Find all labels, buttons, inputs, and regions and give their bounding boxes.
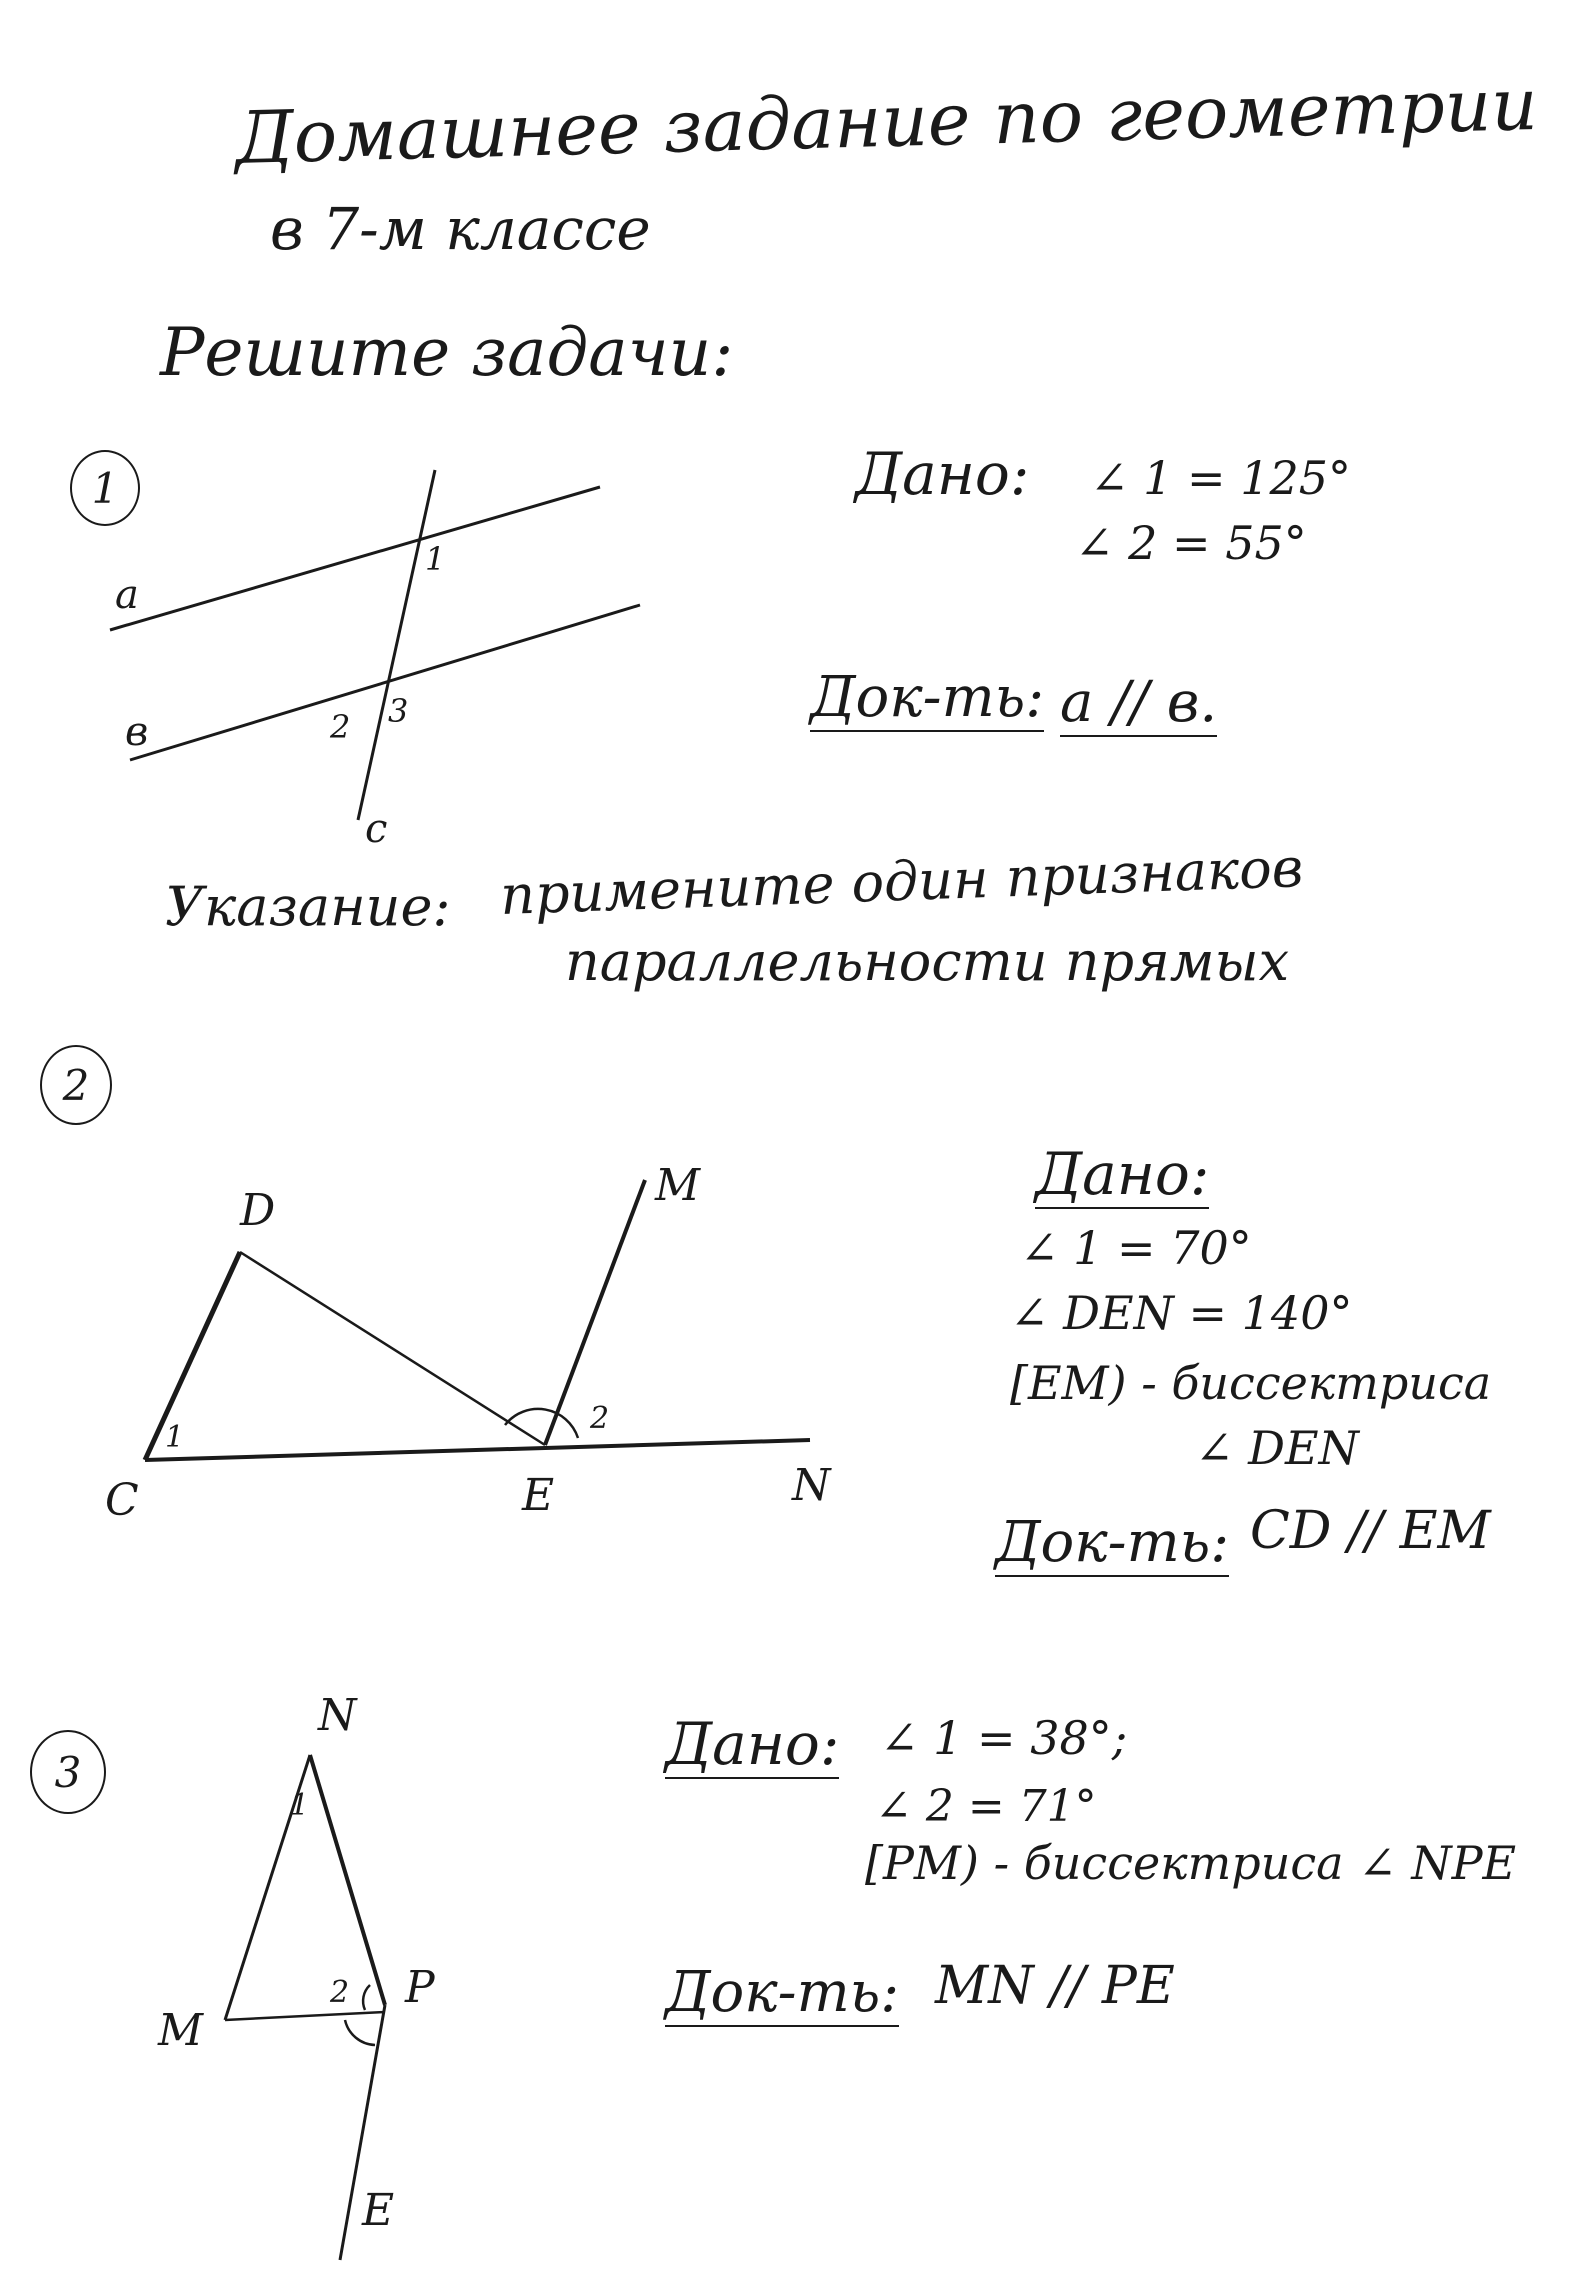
problem-2-given-0: ∠ 1 = 70° <box>1020 1221 1252 1275</box>
problem-3-given-0: ∠ 1 = 38°; <box>880 1711 1128 1765</box>
problem-1-hint-line2: параллельности прямых <box>565 930 1290 993</box>
label-a: a <box>115 572 139 618</box>
label-E: E <box>522 1470 555 1521</box>
angle-2-label: 2 <box>590 1401 610 1436</box>
angle-1-label: 1 <box>290 1788 310 1823</box>
label-P: P <box>405 1962 435 2013</box>
problem-2-prove: CD // EM <box>1250 1501 1491 1561</box>
label-E: E <box>362 2185 395 2236</box>
problem-2-given-1: ∠ DEN = 140° <box>1010 1286 1353 1340</box>
angle-1-label: 1 <box>425 540 446 578</box>
angle-2-label: 2 <box>330 708 351 746</box>
instruction-heading: Решите задачи: <box>160 314 734 391</box>
problem-1-prove-label: Док-ть: <box>810 665 1045 730</box>
angle-2-arc <box>363 1985 370 2010</box>
problem-3-given-1: ∠ 2 = 71° <box>875 1781 1097 1832</box>
segment-NP <box>310 1755 385 2005</box>
problem-1-given-0: ∠ 1 = 125° <box>1090 451 1352 505</box>
problem-2-given-2: [EM) - биссектриса <box>1010 1356 1492 1410</box>
problem-3-prove: MN // PE <box>935 1956 1175 2016</box>
angle-MPE-arc <box>345 2020 375 2045</box>
angle-3-label: 3 <box>388 692 409 730</box>
label-M: M <box>158 2005 204 2056</box>
problem-2-given-3: ∠ DEN <box>1195 1421 1359 1475</box>
problem-3-given-label: Дано: <box>665 1710 840 1778</box>
label-M: M <box>655 1160 701 1211</box>
problem-1-hint-line1: примените один признаков <box>499 836 1305 927</box>
angle-1-label: 1 <box>165 1420 185 1455</box>
problem-3-given-2: [PM) - биссектриса ∠ NPE <box>865 1836 1517 1890</box>
page-title: Домашнее задание по геометрии <box>234 61 1539 181</box>
label-C: C <box>105 1475 139 1526</box>
problem-1-given-label: Дано: <box>855 440 1030 508</box>
problem-2-given-label: Дано: <box>1035 1140 1210 1208</box>
problem-1-number: 1 <box>70 450 140 526</box>
segment-MP <box>225 2012 385 2020</box>
angle-2-label: 2 <box>330 1975 350 2010</box>
problem-1-hint-label: Указание: <box>165 875 451 938</box>
label-c: c <box>365 806 388 852</box>
problem-2-number: 2 <box>40 1045 112 1125</box>
label-N: N <box>792 1460 831 1511</box>
problem-1-prove: a // в. <box>1060 670 1218 735</box>
problem-1-given-1: ∠ 2 = 55° <box>1075 516 1307 570</box>
page-subtitle: в 7-м классе <box>270 195 651 263</box>
problem-3-prove-label: Док-ть: <box>665 1960 900 2025</box>
label-D: D <box>240 1185 276 1236</box>
label-N: N <box>318 1690 357 1741</box>
problem-3-number: 3 <box>30 1730 106 1814</box>
label-b: в <box>125 709 149 755</box>
problem-2-prove-label: Док-ть: <box>995 1510 1230 1575</box>
